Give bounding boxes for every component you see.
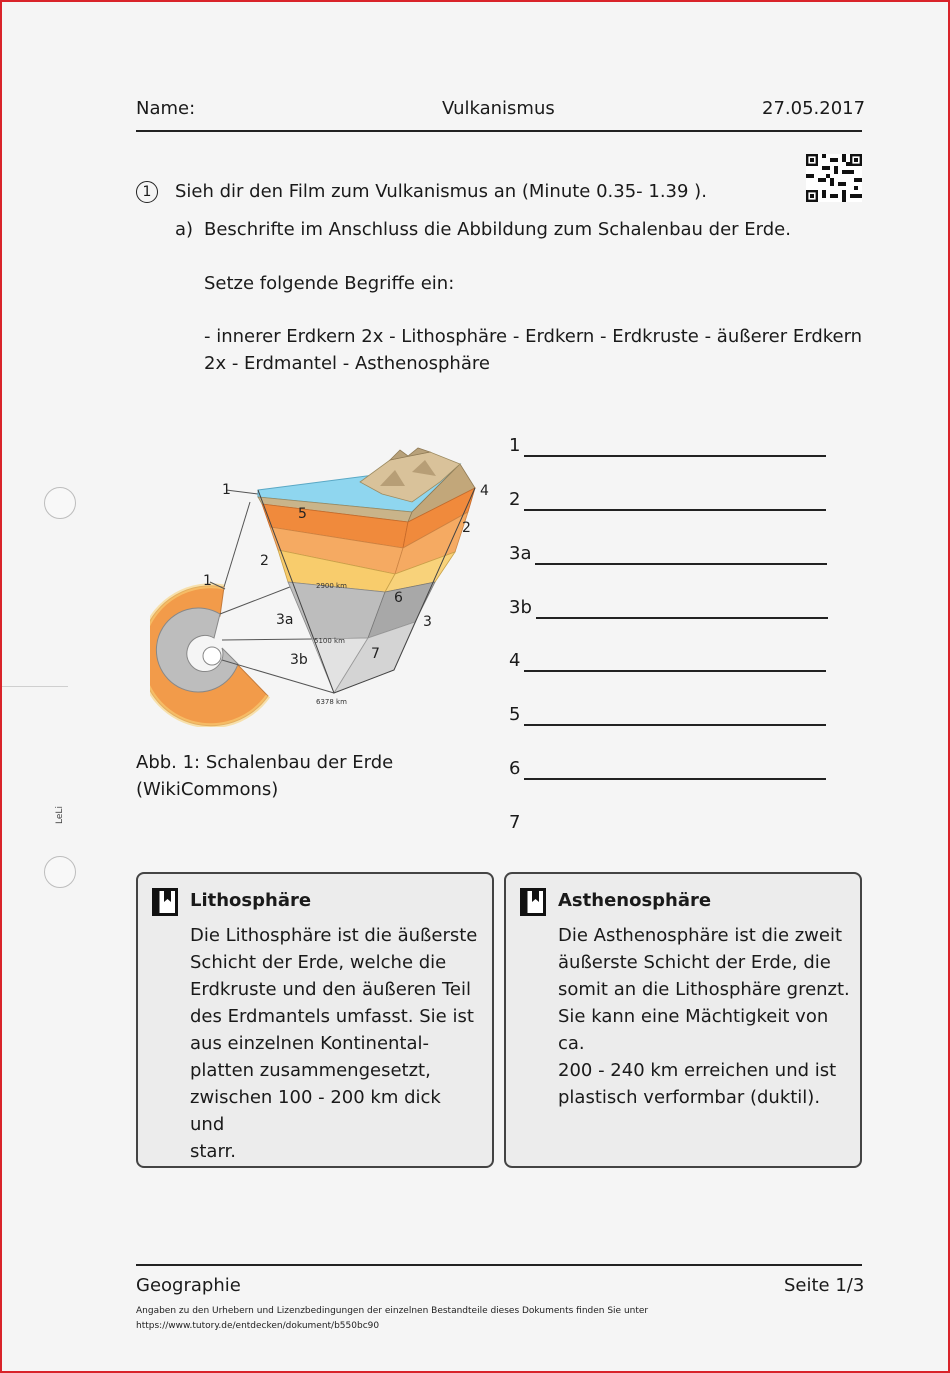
info-box-line: zwischen 100 - 200 km dick und (190, 1087, 441, 1135)
depth-label-2900: 2900 km (316, 582, 347, 590)
info-box-line: somit an die Lithosphäre grenzt. (558, 979, 850, 1000)
info-box-body (558, 922, 858, 1111)
answer-line-6[interactable] (524, 778, 826, 780)
info-box-line: äußerste Schicht der Erde, die (558, 952, 831, 973)
figure-label-3a: 3a (276, 612, 294, 628)
subtask-text: Beschrifte im Anschluss die Abbildung zum Schalenbau der Erde. (204, 219, 791, 240)
info-box-line: Erdkruste und den äußeren Teil (190, 979, 472, 1000)
terms-line-2: 2x - Erdmantel - Asthenosphäre (204, 353, 490, 374)
info-box-line: Die Asthenosphäre ist die zweit (558, 925, 843, 946)
figure-label-7: 7 (371, 646, 380, 662)
footer-credits-line-1: Angaben zu den Urhebern und Lizenzbedingungen der einzelnen Bestandteile dieses Dokuments finden Sie unter (136, 1306, 649, 1316)
fold-mark (2, 686, 68, 687)
info-box-lithosphere (136, 872, 494, 1168)
answer-label-6: 6 (509, 758, 521, 779)
figure-label-6: 6 (394, 590, 403, 606)
figure-caption-line-1: Abb. 1: Schalenbau der Erde (136, 752, 394, 773)
info-box-line: plastisch verformbar (duktil). (558, 1087, 821, 1108)
answer-line-1[interactable] (524, 455, 826, 457)
figure-caption-line-2: (WikiCommons) (136, 779, 279, 800)
info-box-line: Sie kann eine Mächtigkeit von ca. (558, 1006, 829, 1054)
answer-line-3a[interactable] (535, 563, 827, 565)
subtask-marker: a) (175, 219, 194, 240)
answer-label-7: 7 (509, 812, 521, 830)
answer-label-2: 2 (509, 489, 521, 510)
figure-label-2-right: 2 (462, 520, 471, 536)
answer-line-2[interactable] (524, 509, 826, 511)
qr-code-icon (806, 154, 862, 202)
footer-credits-link[interactable]: https://www.tutory.de/entdecken/dokument/b550bc90 (136, 1321, 380, 1331)
task-instruction: Sieh dir den Film zum Vulkanismus an (Minute 0.35- 1.39 ). (175, 181, 707, 202)
side-mark: LeLi (54, 806, 65, 824)
info-box-title: Lithosphäre (190, 890, 312, 911)
figure-label-4: 4 (480, 483, 489, 499)
info-box-asthenosphere (504, 872, 862, 1168)
answer-line-5[interactable] (524, 724, 826, 726)
depth-label-5100: 5100 km (314, 637, 345, 645)
info-box-line: Die Lithosphäre ist die äußerste (190, 925, 478, 946)
info-box-body (190, 922, 480, 1165)
punch-hole-top (44, 487, 76, 519)
answer-line-4[interactable] (524, 670, 826, 672)
header-rule (136, 130, 862, 132)
footer-rule (136, 1264, 862, 1266)
bookmark-book-icon (520, 888, 546, 916)
info-box-line: platten zusammengesetzt, (190, 1060, 431, 1081)
footer-page-number: Seite 1/3 (784, 1275, 865, 1296)
info-box-line: 200 - 240 km erreichen und ist (558, 1060, 837, 1081)
figure-label-2-left: 2 (260, 553, 269, 569)
figure-label-5: 5 (298, 506, 307, 522)
figure-label-1-left: 1 (203, 573, 212, 589)
earth-cross-section (150, 586, 268, 726)
name-label: Name: (136, 98, 196, 119)
page-title: Vulkanismus (442, 98, 555, 119)
figure-label-1-top: 1 (222, 482, 231, 498)
task-number-badge: 1 (136, 181, 158, 203)
punch-hole-bottom (44, 856, 76, 888)
date-text: 27.05.2017 (762, 98, 866, 119)
answer-label-3a: 3a (509, 543, 532, 564)
terms-line-1: - innerer Erdkern 2x - Lithosphäre - Erdkern - Erdkruste - äußerer Erdkern (204, 326, 863, 347)
footer-subject: Geographie (136, 1275, 241, 1296)
earth-layers-diagram (150, 442, 495, 727)
info-box-line: starr. (190, 1141, 237, 1162)
info-box-line: des Erdmantels umfasst. Sie ist (190, 1006, 474, 1027)
answer-label-1: 1 (509, 435, 521, 456)
answer-label-5: 5 (509, 704, 521, 725)
answer-line-3b[interactable] (536, 617, 828, 619)
figure-label-3-right: 3 (423, 614, 432, 630)
bookmark-book-icon (152, 888, 178, 916)
answer-label-3b: 3b (509, 597, 532, 618)
depth-label-6378: 6378 km (316, 698, 347, 706)
info-box-line: Schicht der Erde, welche die (190, 952, 447, 973)
terms-intro: Setze folgende Begriffe ein: (204, 273, 455, 294)
info-box-line: aus einzelnen Kontinental- (190, 1033, 430, 1054)
figure-label-3b: 3b (290, 652, 308, 668)
answer-label-4: 4 (509, 650, 521, 671)
info-box-title: Asthenosphäre (558, 890, 712, 911)
